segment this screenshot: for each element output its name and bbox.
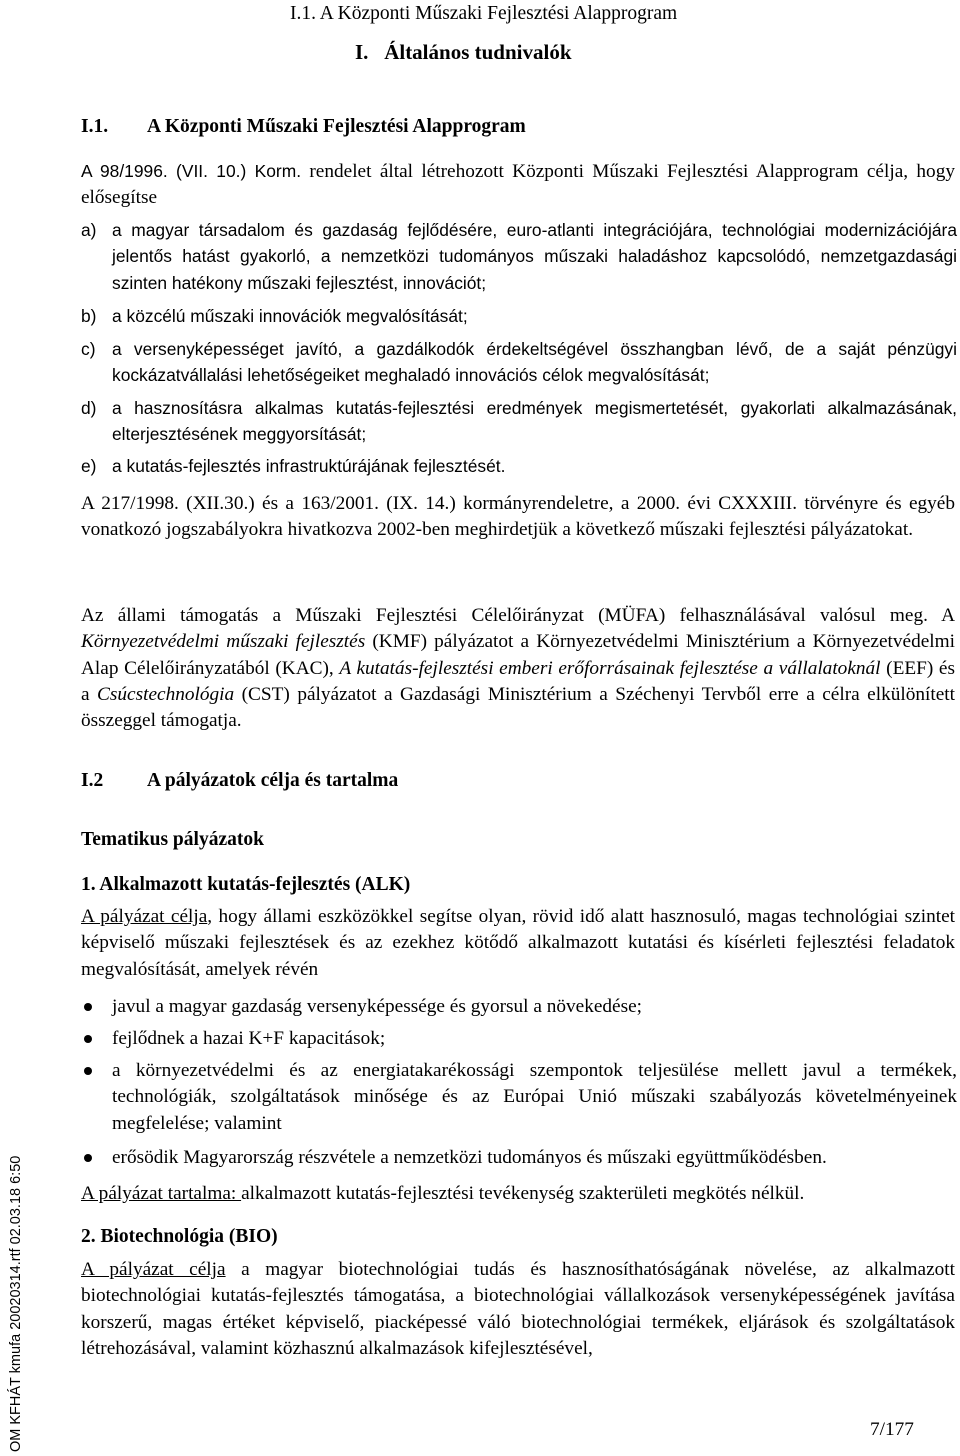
- bio-goal-paragraph: A pályázat célja a magyar biotechnológiai tudás és hasznosíthatóságának növelése, az alkalmazott biotechnológiai kutatás-fejlesztés támogatása, a biotechnológiai vállalkozások versenyképességének javítása korszerű, magas értéket képviselő, piacképessé váló biotechnológiai termékek, eljárások és szolgáltatások létrehozásával, valamint közhasznú alkalmazások kifejlesztésével,: [81, 1259, 955, 1359]
- goal-label: A pályázat célja: [81, 906, 208, 927]
- alk-goal-paragraph: A pályázat célja, hogy állami eszközökkel segítse olyan, rövid idő alatt hasznosuló, magas technológiai szintet képviselő műszaki fejlesztések és az ezekhez kötődő alkalmazott kutatási és kísérleti fejlesztési feladatok megvalósítását, amelyek révén: [81, 906, 955, 980]
- section-number: I.1.: [81, 116, 109, 137]
- intro-paragraph: A 98/1996. (VII. 10.) Korm. rendelet által létrehozott Központi Műszaki Fejlesztési Alapprogram célja, hogy elősegítse: [81, 161, 955, 209]
- list-item-d: d) a hasznosításra alkalmas kutatás-fejlesztési eredmények megismertetését, gyakorlati alkalmazásának, elterjesztésének meggyorsítását;: [81, 398, 957, 445]
- alk-bullet-1: javul a magyar gazdaság versenyképessége és gyorsul a növekedése;: [81, 994, 957, 1020]
- regulation-paragraph: A 217/1998. (XII.30.) és a 163/2001. (IX. 14.) kormányrendeletre, a 2000. évi CXXXIII. törvényre és egyéb vonatkozó jogszabályokra hivatkozva 2002-ben meghirdetjük a következő műszaki fejlesztési pályázatokat.: [81, 493, 955, 541]
- list-item-e: e) a kutatás-fejlesztés infrastruktúrájának fejlesztését.: [81, 456, 506, 476]
- bullet-dot: [84, 1154, 92, 1162]
- section-title: A Központi Műszaki Fejlesztési Alapprogram: [147, 116, 526, 137]
- list-item-b: b) a közcélú műszaki innovációk megvalósítását;: [81, 306, 468, 326]
- alk-heading: 1. Alkalmazott kutatás-fejlesztés (ALK): [81, 874, 411, 895]
- content-label: A pályázat tartalma:: [81, 1183, 242, 1204]
- running-header: I.1. A Központi Műszaki Fejlesztési Alapprogram: [290, 3, 678, 24]
- section-number: I.2: [81, 770, 104, 791]
- subsection-title: Tematikus pályázatok: [81, 829, 264, 850]
- section-title: A pályázatok célja és tartalma: [147, 770, 399, 791]
- alk-bullet-4: erősödik Magyarország részvétele a nemzetközi tudományos és műszaki együttműködésben.: [81, 1145, 957, 1171]
- bio-heading: 2. Biotechnológia (BIO): [81, 1226, 278, 1247]
- chapter-title: Általános tudnivalók: [384, 40, 572, 64]
- support-paragraph: Az állami támogatás a Műszaki Fejlesztési Célelőirányzat (MÜFA) felhasználásával valósul meg. A Környezetvédelmi műszaki fejlesztés (KMF) pályázatot a Környezetvédelmi Minisztérium a Környezetvédelmi Alap Célelőirányzatából (KAC), A kutatás-fejlesztési emberi erőforrásainak fejlesztése a vállalatoknál (EEF) és a Csúcstechnológia (CST) pályázatot a Gazdasági Minisztérium a Széchenyi Tervből erre a célra elkülönített összeggel támogatja.: [81, 605, 956, 732]
- chapter-heading: [355, 40, 572, 65]
- bullet-dot: [84, 1003, 92, 1011]
- bullet-dot: [84, 1067, 92, 1075]
- chapter-number: I.: [355, 40, 369, 64]
- list-item-c: c) a versenyképességet javító, a gazdálkodók érdekeltségével összhangban lévő, de a saját pénzügyi kockázatvállalási lehetőségeiket meghaladó innovációs célok megvalósítását;: [81, 339, 957, 386]
- alk-bullet-3: a környezetvédelmi és az energiatakarékossági szempontok teljesülése mellett javul a termékek, technológiák, szolgáltatások minősége és az Európai Unió műszaki szabályozás követelményeinek megfelelése; valamint: [81, 1058, 957, 1137]
- list-item-a: a) a magyar társadalom és gazdaság fejlődésére, euro-atlanti integrációjára, technológiai modernizációjára jelentős hatást gyakorló, a nemzetközi tudományos műszaki haladáshoz kapcsolódó, nemzetgazdasági szinten hatékony műszaki fejlesztést, innovációt;: [81, 220, 957, 293]
- alk-bullet-2: fejlődnek a hazai K+F kapacitások;: [81, 1026, 957, 1052]
- goal-label: A pályázat célja: [81, 1259, 226, 1280]
- bullet-dot: [84, 1035, 92, 1043]
- footer-file-info: OM KFHÁT kmufa 20020314.rtf 02.03.18 6:50: [8, 1155, 24, 1452]
- alk-content-paragraph: A pályázat tartalma: alkalmazott kutatás-fejlesztési tevékenység szakterületi megkötés nélkül.: [81, 1183, 805, 1204]
- section-heading-1-1: [81, 116, 781, 142]
- page-number: 7/177: [870, 1419, 914, 1440]
- section-heading-1-2: [81, 770, 781, 796]
